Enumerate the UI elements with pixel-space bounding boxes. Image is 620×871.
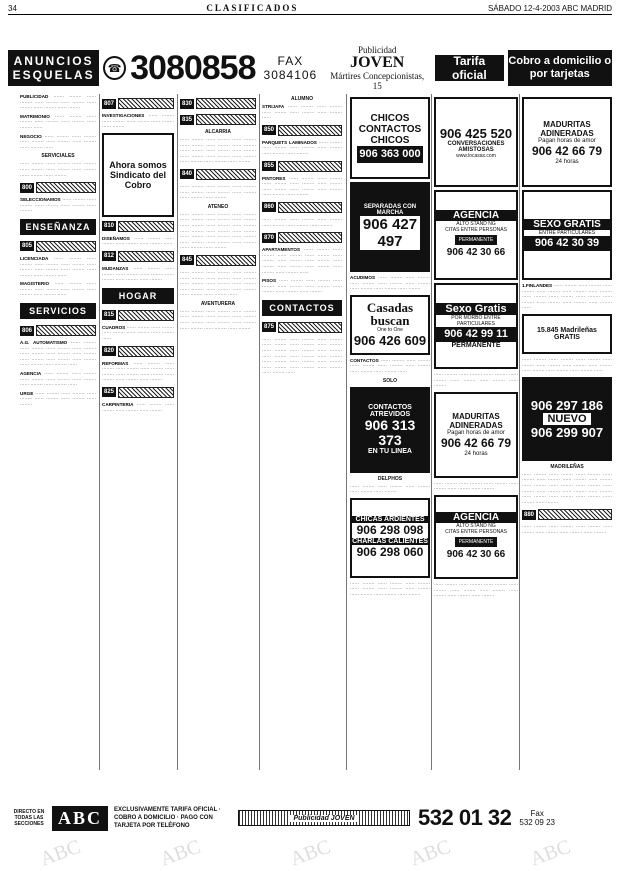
footer-fax-box bbox=[519, 809, 555, 827]
listing-code-bar bbox=[20, 324, 96, 337]
hatch-strip bbox=[538, 509, 612, 520]
main-phone-number: 3080858 bbox=[130, 49, 256, 87]
column-4 bbox=[262, 94, 342, 770]
column-6 bbox=[434, 94, 518, 770]
hatch-strip bbox=[196, 114, 256, 125]
listing-code: 860 bbox=[264, 204, 275, 211]
watermark: ABC bbox=[37, 835, 84, 871]
ad-sexogratis-title: SEXO GRATIS bbox=[524, 219, 610, 230]
listing-text: ······ ········ ······ ········ ······ ········ ······ ········ ······ ········ ······ ········ bbox=[434, 480, 518, 492]
fax-box bbox=[264, 54, 318, 82]
ad-maduritas1-tag: 24 horas bbox=[464, 451, 488, 458]
column-2 bbox=[102, 94, 174, 770]
listing-text: ······ ········ ······ ········ ······ ········ ······ ········ ······ ········ ······ ········ ······ ········ ······ ········ ······ ········ ······ ········ ······ ········ ······ ········ ······ ········ ······ ········ ······ ········ ······ ········ ······ ········ ······ ········ ······ ········ ······ ········ bbox=[180, 211, 256, 251]
ad-sexo-title: Sexo Gratis bbox=[436, 303, 516, 315]
listing-text: ······ ········ ······ ········ ······ ········ ······ ········ ······ ········ ······ ········ ······ ········ ······ ········ bbox=[180, 183, 256, 201]
joven-label: JOVEN bbox=[350, 54, 405, 71]
listing-text: MAGISTERIO ······ ········ ······ ········ ······ ········ ······ ········ ······ ········ ······ ········ ······ bbox=[20, 281, 96, 298]
hatch-strip bbox=[118, 387, 174, 398]
ad-sexogratis-sub: ENTRE PARTICULARES bbox=[538, 230, 596, 236]
listing-code: 830 bbox=[182, 100, 193, 107]
hatch-strip bbox=[118, 310, 174, 321]
listing-code-bar bbox=[522, 508, 612, 521]
ad-chicas-title: CHICAS ARDIENTES bbox=[352, 516, 428, 523]
listing-text: CARPINTERIA ······ ········ ······ ········ ······ ········ ······ ········ bbox=[102, 401, 174, 413]
listing-code: 805 bbox=[22, 243, 33, 250]
abc-logo: ABC bbox=[52, 806, 108, 831]
footer-fax-number: 532 09 23 bbox=[519, 818, 555, 827]
subhead-delphos: DELPHOS bbox=[377, 475, 403, 482]
listing-code-bar bbox=[180, 113, 256, 126]
joven-address: Mártires Concepcionistas, 15 bbox=[330, 71, 425, 91]
listing-text: PINTORES ······ ········ ······ ········ ······ ········ ······ ········ ······ ········ ······ ········ ······ ········ ······ ········ ······ ········ ······ ········ bbox=[262, 175, 342, 198]
column-rule bbox=[431, 94, 432, 770]
listing-code: 855 bbox=[264, 163, 275, 170]
footer-band bbox=[238, 810, 410, 826]
listing-text: INVESTIGACIONES ······ ········ ······ ········ ······ ········ ······ ········ ······ ········ bbox=[102, 113, 174, 130]
listing-text: LICENCIADA ······ ········ ······ ········ ······ ········ ······ ········ ······ ········ ······ ········ ······ ········ ······ ········ ······ ········ ······ bbox=[20, 255, 96, 278]
hatch-strip bbox=[36, 325, 96, 336]
ad-agencia2-tag: PERMANENTE bbox=[455, 537, 498, 547]
ad-conv-web: www.locasax.com bbox=[456, 152, 496, 159]
column-rule bbox=[519, 94, 520, 770]
section-bar-contactos: CONTACTOS bbox=[262, 300, 342, 316]
column-rule bbox=[346, 94, 347, 770]
hatch-strip bbox=[118, 221, 174, 232]
ad-maduritas2-sub: Pagan horas de amor bbox=[538, 137, 596, 144]
subhead-aventurera: AVENTURERA bbox=[200, 300, 236, 307]
listing-code: 800 bbox=[22, 184, 33, 191]
listing-text: ······ ········ ······ ········ ······ ········ ······ ········ ······ ········ ······ ········ ······ ········ ······ ········ ······ ········ ······ ········ ······ ········ ······ ········ bbox=[180, 308, 256, 331]
listing-code-bar bbox=[262, 321, 342, 334]
listing-code-bar bbox=[102, 386, 174, 399]
ad-sexo-gratis-particulares bbox=[522, 190, 612, 280]
listing-text: NEGOCIO ······ ········ ······ ········ ······ ········ ······ ········ ······ ········ ······ ········ ······ bbox=[20, 133, 96, 150]
ad-casadas bbox=[350, 295, 430, 355]
telephone-icon: ☎ bbox=[103, 56, 126, 80]
listing-text: ACUDIMOS ······ ········ ······ ········ ······ ········ ······ ········ ······ ········ ······ ········ ······ ········ ······ ········ bbox=[350, 275, 430, 292]
listing-code-bar bbox=[180, 97, 256, 110]
ad-separadas bbox=[350, 182, 430, 272]
subhead-serviciales: SERVICIALES bbox=[41, 153, 75, 160]
ad-agencia2-title: AGENCIA bbox=[436, 512, 516, 523]
listing-text: CONTACTOS ······ ········ ······ ········ ······ ········ ······ ········ ······ ········ ······ ········ ······ ········ ······ bbox=[350, 357, 430, 374]
section-bar-hogar: HOGAR bbox=[102, 288, 174, 304]
listing-code: 840 bbox=[182, 171, 193, 178]
cobro-domicilio-box: Cobro a domicilio o por tarjetas bbox=[508, 50, 612, 86]
ad-contactos-atrevidos bbox=[350, 387, 430, 473]
hatch-strip bbox=[118, 98, 174, 109]
fax-number: 3084106 bbox=[263, 68, 318, 82]
listing-text: MATRIMONIO ······ ········ ······ ········ ······ ········ ······ ········ ······ ········ ······ bbox=[20, 113, 96, 130]
ad-separadas-number: 906 427 497 bbox=[360, 216, 420, 250]
watermark: ABC bbox=[157, 835, 204, 871]
footer-promo-text: EXCLUSIVAMENTE TARIFA OFICIAL · COBRO A DOMICILIO · PAGO CON TARJETA POR TELÉFONO bbox=[114, 807, 221, 829]
ad-chicas-ardientes bbox=[350, 498, 430, 578]
listing-text: ······ ········ ······ ········ ······ ········ ······ ········ ······ ········ ······ ········ ······ ········ ······ ········ ······ ········ ······ ········ ······ bbox=[522, 356, 612, 374]
ad-agencia2-line: CITAS ENTRE PERSONAS bbox=[445, 528, 507, 535]
anuncios-label: ANUNCIOS bbox=[13, 54, 94, 68]
ad-madrilenas-title: 15.845 Madrileñas GRATIS bbox=[537, 326, 597, 341]
ad-chicos-contactos bbox=[350, 97, 430, 179]
listing-text: ······ ········ ······ ········ ······ ········ ······ ········ ······ ········ ······ ········ ······ ········ ······ ········ ······ ········ ······ ········ ······ ········ ······ ········ ······ ········ ······ ········ ······ ········ ······ ········ ······ ········ ······ ········ ······ ········ bbox=[522, 471, 612, 505]
ad-nuevo bbox=[522, 377, 612, 461]
anuncios-box bbox=[8, 50, 99, 86]
ad-agencia-2 bbox=[434, 495, 518, 579]
ad-chicos-title: CHICOS CONTACTOS CHICOS bbox=[358, 113, 422, 146]
masthead-banner bbox=[8, 45, 612, 91]
column-rule bbox=[177, 94, 178, 770]
listing-code-bar bbox=[262, 124, 342, 137]
column-7 bbox=[522, 94, 612, 770]
ad-nuevo-number2: 906 299 907 bbox=[530, 424, 604, 440]
publicidad-label: Publicidad bbox=[357, 45, 397, 55]
listing-code: 835 bbox=[182, 116, 193, 123]
section-title: CLASIFICADOS bbox=[206, 3, 299, 13]
ad-maduritas1-number: 906 42 66 79 bbox=[440, 436, 512, 451]
listing-text: ······ ········ ······ ········ ······ ········ ······ ········ ······ ········ ······ ········ bbox=[262, 216, 342, 228]
listing-code: 870 bbox=[264, 234, 275, 241]
listing-code-bar bbox=[102, 345, 174, 358]
listing-text: A.G. AUTOMATISMO ······ ········ ······ ········ ······ ········ ······ ········ ······ ········ ······ ········ ······ ········ ······ ········ ······ ········ ······ ········ ······ ········ ······ ········ ······ bbox=[20, 340, 96, 368]
listing-text: PUBLICIDAD ······· ········ ······ ········ ······ ········ ······ ········ ······ ········ ······ ········ ······ ········ bbox=[20, 94, 96, 111]
ad-agencia1-line: CITAS ENTRE PERSONAS bbox=[445, 227, 507, 233]
footer-band-text: Publicidad JOVEN bbox=[289, 815, 358, 822]
subhead-alcarria: ALCARRIA bbox=[204, 129, 232, 135]
ad-sexo-sub: POR MORBO ENTRE PARTICULARES bbox=[451, 315, 501, 327]
ad-maduritas2-tag: 24 horas bbox=[555, 158, 579, 165]
ad-maduritas-1 bbox=[434, 392, 518, 478]
column-3 bbox=[180, 94, 256, 770]
listing-code: 812 bbox=[104, 253, 115, 260]
listing-code-bar bbox=[102, 220, 174, 233]
listing-text: ······ ········ ······ ········ ······ ········ ······ ········ ······ ········ ······ ········ ······ ········ bbox=[434, 372, 518, 389]
ad-casadas-sub: One to One bbox=[377, 327, 403, 334]
ad-sexo-gratis-porno bbox=[434, 283, 518, 369]
listing-code: 845 bbox=[182, 257, 193, 264]
watermark: ABC bbox=[287, 835, 334, 871]
ad-casadas-number: 906 426 609 bbox=[353, 333, 427, 349]
ad-maduritas1-title: MADURITAS ADINERADAS bbox=[449, 412, 503, 431]
watermark: ABC bbox=[527, 835, 574, 871]
listing-code-bar bbox=[262, 160, 342, 173]
listing-code: 850 bbox=[264, 127, 275, 134]
column-rule bbox=[259, 94, 260, 770]
ad-atrevidos-sub: EN TU LINEA bbox=[368, 448, 412, 456]
listing-text: SELECCIONAMOS ······ ········ ······ ········ ······ ········ ······ ········ ······ ········ bbox=[20, 197, 96, 214]
listing-text: URGE ······ ········ ······ ········ ······ ········ ······ ········ ······ ········ ······ ········ bbox=[20, 390, 96, 407]
listing-text: 1.FINLANDES ······ ········ ······ ········ ······ ········ ······ ········ ······ ········ ······ ········ ······ ········ ······ ········ ······ ········ ······ ········ ······ ········ ······ ········ ······ ········ ······ bbox=[522, 283, 612, 311]
listing-code-bar bbox=[20, 181, 96, 194]
ad-maduritas-2 bbox=[522, 97, 612, 187]
listing-text: ······ ········ ······ ········ ······ ········ ······ ········ ······ ········ ······ ········ ······ ········ ······ ········ ······ ········ bbox=[434, 581, 518, 599]
listing-text: ······ ········ ······ ········ ······ ········ ······ ········ ······ ········ ······ ········ ······ ········ bbox=[522, 524, 612, 535]
listing-text: ······ ········ ······ ········ ······ ········ ······ ········ ······ ········ ······ ········ ······ ········ ······ ········ ······ ········ bbox=[350, 580, 430, 597]
listing-code-bar bbox=[20, 240, 96, 253]
hatch-strip bbox=[196, 98, 256, 109]
watermark: ABC bbox=[407, 835, 454, 871]
ad-agencia-1 bbox=[434, 190, 518, 280]
hatch-strip bbox=[196, 255, 256, 266]
ad-sexogratis-number: 906 42 30 39 bbox=[524, 236, 610, 251]
ad-chicos-number: 906 363 000 bbox=[357, 146, 422, 163]
ad-sexo-number: 906 42 99 11 bbox=[436, 327, 516, 342]
ad-nuevo-tag: NUEVO bbox=[543, 413, 590, 425]
footer-directo-text: DIRECTO EN TODAS LAS SECCIONES bbox=[13, 809, 45, 827]
subhead-madrilenas: MADRILEÑAS bbox=[550, 463, 584, 470]
listing-code: 820 bbox=[104, 348, 115, 355]
section-bar-ensenanza: ENSEÑANZA bbox=[20, 219, 96, 235]
subhead-alumno: ALUMNO bbox=[291, 96, 313, 102]
subhead-solo: SOLO bbox=[382, 377, 398, 384]
ad-chicas-number2: 906 298 060 bbox=[356, 544, 424, 559]
running-header bbox=[8, 2, 612, 15]
ad-atrevidos-number: 906 313 373 bbox=[364, 417, 416, 449]
hatch-strip bbox=[36, 182, 96, 193]
ad-conversaciones bbox=[434, 97, 518, 187]
listing-code: 825 bbox=[104, 389, 115, 396]
listing-code: 880 bbox=[524, 511, 535, 518]
ad-conv-title: CONVERSACIONES AMISTOSAS bbox=[447, 140, 505, 153]
listing-text: APARTAMENTOS ······ ········ ······ ········ ······ ········ ······ ········ ······ ········ ······ ········ ······ ········ ······ ········ ······ ········ ······ ········ ······ ········ ······ ········ ······ bbox=[262, 247, 342, 275]
listing-text: ······ ········ ······ ········ ······ ········ ······ ········ ······ ········ bbox=[350, 483, 430, 495]
ad-sindicato-cobro bbox=[102, 133, 174, 217]
listing-code: 806 bbox=[22, 327, 33, 334]
fax-label: FAX bbox=[277, 54, 304, 68]
listing-code-bar bbox=[180, 254, 256, 267]
listing-text: AGENCIA ······ ········ ······ ········ ······ ········ ······ ········ ······ ········ ······ ········ ······ ········ ······ bbox=[20, 371, 96, 388]
hatch-strip bbox=[278, 232, 342, 243]
listing-code-bar bbox=[102, 250, 174, 263]
column-rule bbox=[99, 94, 100, 770]
ad-sindicato-title: Ahora somos Sindicato del Cobro bbox=[109, 159, 167, 190]
ad-charlas-title: CHARLAS CALIENTES bbox=[352, 537, 428, 545]
ad-separadas-title: SEPARADAS CON MARCHA bbox=[363, 204, 417, 216]
publicidad-joven-logo bbox=[327, 45, 427, 91]
listing-text: ······ ········ ······ ········ ······ ········ ······ ········ ······ ········ ······ ········ ······ ········ ······ ········ ······ ········ ······ ········ ······ ········ ······ ········ ······ ········ ······ ········ ······ ········ ······ ········ ······ ········ ······ ········ ······ ········ ······ bbox=[262, 336, 342, 376]
listing-text: REFORMAS ······ ········ ······ ········ ······ ········ ······ ········ ······ ········ ······ ········ ······ ········ ······ ········ ······ ········ ······ ········ bbox=[102, 360, 174, 383]
listing-code-bar bbox=[262, 231, 342, 244]
listing-text: ······ ········ ······ ········ ······ ········ ······ ········ ······ ········ ······ ········ ······ ········ ······ ········ ······ ········ ······ ········ ······ ········ ······ ········ ······ ········ ······ ········ ······ ········ bbox=[180, 137, 256, 165]
listing-code-bar bbox=[102, 309, 174, 322]
hatch-strip bbox=[278, 202, 342, 213]
esquelas-label: ESQUELAS bbox=[12, 68, 95, 82]
listing-code: 810 bbox=[104, 223, 115, 230]
dateline: SÁBADO 12-4-2003 ABC MADRID bbox=[487, 3, 612, 13]
ad-maduritas2-title: MADURITAS ADINERADAS bbox=[540, 119, 594, 138]
listing-text: ······ ········ ······ ········ ······ ········ ······ ········ ······ ········ ······ ········ ······ ········ ······ ········ ······ ········ ······ ········ ······ ········ ······ ········ ······ ········ ······ ········ ······ bbox=[180, 269, 256, 298]
ad-agencia2-number: 906 42 30 66 bbox=[446, 548, 506, 560]
ad-agencia1-tag: PERMANENTE bbox=[455, 235, 498, 245]
listing-code: 815 bbox=[104, 312, 115, 319]
hatch-strip bbox=[278, 125, 342, 136]
ad-maduritas2-number: 906 42 66 79 bbox=[531, 143, 603, 158]
footer-banner bbox=[8, 803, 612, 833]
ad-madrilenas-gratis bbox=[522, 314, 612, 354]
ad-conv-number: 906 425 520 bbox=[439, 125, 513, 141]
column-1 bbox=[20, 94, 96, 770]
footer-fax-label: Fax bbox=[530, 809, 544, 818]
listing-text: DISEÑAMOS ······ ········ ······ ········ ······ ········ ······ ········ ······ bbox=[102, 235, 174, 247]
ad-agencia1-number: 906 42 30 66 bbox=[446, 247, 506, 258]
hatch-strip bbox=[278, 161, 342, 172]
hatch-strip bbox=[118, 251, 174, 262]
listing-code-bar bbox=[180, 168, 256, 181]
footer-phone-number: 532 01 32 bbox=[418, 805, 512, 830]
listing-code: 875 bbox=[264, 324, 275, 331]
listing-code-bar bbox=[102, 97, 174, 110]
listing-code: 807 bbox=[104, 100, 115, 107]
listing-code-bar bbox=[262, 201, 342, 214]
ad-chicas-number1: 906 298 098 bbox=[356, 522, 424, 537]
ad-atrevidos-title: CONTACTOS ATREVIDOS bbox=[368, 404, 412, 419]
hatch-strip bbox=[118, 346, 174, 357]
ad-agencia1-title: AGENCIA bbox=[436, 210, 516, 221]
page-number: 34 bbox=[8, 3, 17, 13]
section-bar-servicios: SERVICIOS bbox=[20, 303, 96, 319]
listing-text: PISOS ······ ········ ······ ········ ······ ········ ······ ········ ······ ········ ······ ········ ······ ········ ······ ········ bbox=[262, 278, 342, 295]
listing-text: STRIJAFA ······ ········ ······ ········ ······ ········ ······ ········ ······ ········ ······ bbox=[262, 104, 342, 121]
listing-text: ······ ········ ······ ········ ······ ········ ······ ········ ······ ········ ······ ········ ······ ········ ······ ········ bbox=[20, 161, 96, 178]
listing-text: CUADROS ······ ········ ······ ········ ······ ········ ······ ········ ······ ········ ······ bbox=[102, 324, 174, 341]
ad-nuevo-number1: 906 297 186 bbox=[530, 397, 604, 413]
hatch-strip bbox=[36, 241, 96, 252]
tarifa-oficial-box: Tarifa oficial bbox=[435, 55, 503, 81]
hatch-strip bbox=[196, 169, 256, 180]
ad-agencia1-sub: ALTO STAND NG bbox=[456, 221, 496, 227]
ad-maduritas1-sub: Pagan horas de amor bbox=[447, 430, 505, 437]
subhead-ateneo: ATENEO bbox=[207, 203, 229, 210]
listing-text: PARQUETS LAMINADOS ······ ········ ······ ········ ······ ········ ······ ········ ······ ········ ······ ········ bbox=[262, 139, 342, 156]
ad-sexo-tag: PERMANENTE bbox=[451, 342, 501, 349]
ad-agencia2-sub: ALTO STAND NG bbox=[456, 522, 496, 529]
hatch-strip bbox=[278, 322, 342, 333]
listing-text: MUDANZAS ······ ········ ······ ········ ······ ········ ······ ········ ······ ········ ······ ········ ······ ········ bbox=[102, 265, 174, 283]
ad-casadas-title: Casadas buscan bbox=[366, 300, 414, 329]
column-5 bbox=[350, 94, 430, 770]
